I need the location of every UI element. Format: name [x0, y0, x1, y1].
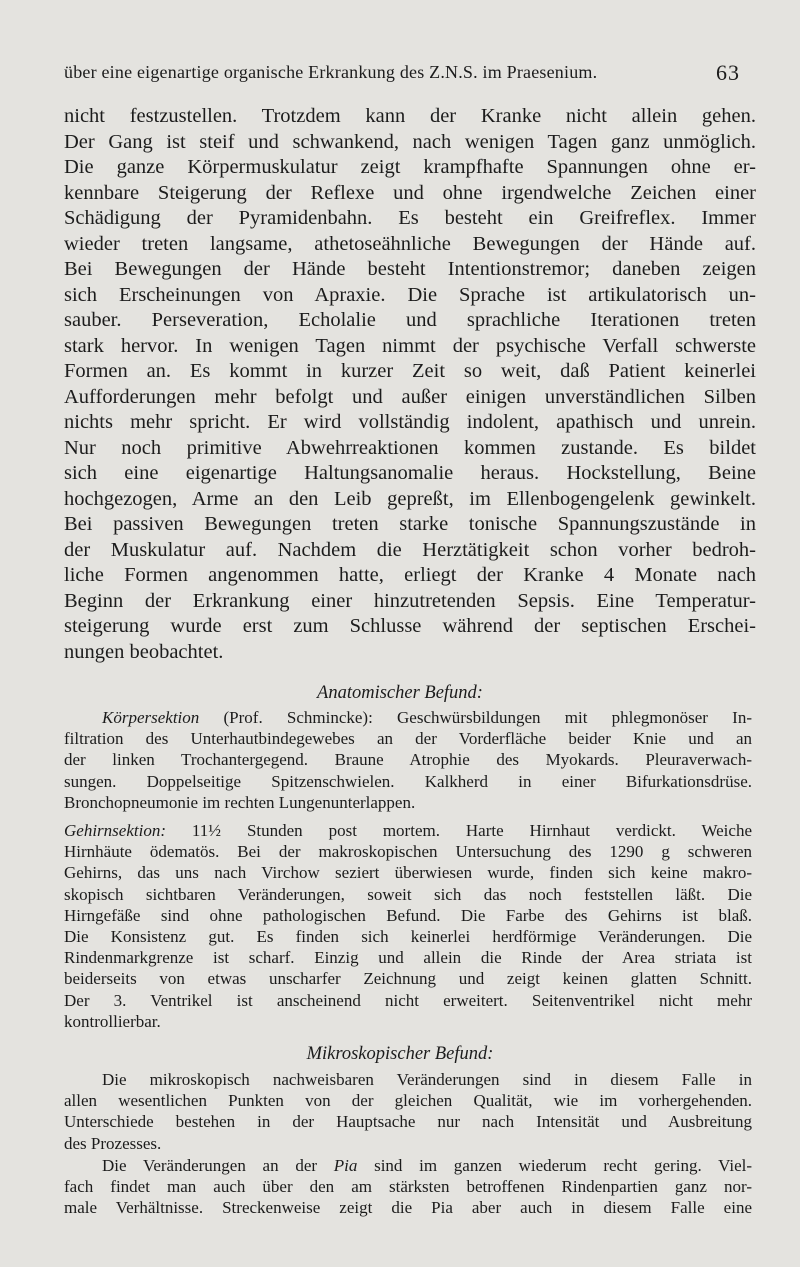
text-line: filtration des Unterhautbindegewebes an der Vorderfläche beider Knie und an: [64, 729, 752, 749]
text-line: nicht festzustellen. Trotzdem kann der Kranke nicht allein gehen.: [64, 105, 756, 127]
text-line: sich eine eigenartige Haltungsanomalie heraus. Hockstellung, Beine: [64, 462, 756, 484]
text-line: fach findet man auch über den am stärksten betroffenen Rindenpartien ganz nor-: [64, 1177, 752, 1197]
text-line: nungen beobachtet.: [64, 640, 224, 663]
running-title: über eine eigenartige organische Erkrankung des Z.N.S. im Praesenium.: [64, 62, 598, 82]
text-line: steigerung wurde erst zum Schlusse während der septischen Erschei-: [64, 615, 756, 637]
text-line: Gehirns, das uns nach Virchow seziert überwiesen wurde, finden sich keine makro-: [64, 863, 752, 883]
text-line: beiderseits von etwas unscharfer Zeichnung und zeigt keinen glatten Schnitt.: [64, 969, 752, 989]
anatomical-finding-heading: Anatomischer Befund:: [317, 683, 483, 703]
text-line: stark hervor. In wenigen Tagen nimmt der psychische Verfall schwerste: [64, 334, 756, 357]
text-line: der Muskulatur auf. Nachdem die Herztätigkeit schon vorher bedroh-: [64, 538, 756, 561]
main-paragraph: [64, 104, 756, 665]
brain-autopsy-first-line: 11½ Stunden post mortem. Harte Hirnhaut verdickt. Weiche: [191, 821, 752, 840]
text-line: Nur noch primitive Abwehrreaktionen kommen zustande. Es bildet: [64, 436, 756, 459]
text-line: Hirngefäße sind ohne pathologischen Befund. Die Farbe des Gehirns ist blaß.: [64, 905, 752, 925]
body-autopsy-paragraph: [64, 707, 752, 813]
text-line: nichts mehr spricht. Er wird vollständig indolent, apathisch und unrein.: [64, 411, 756, 433]
microscopic-finding-heading: Mikroskopischer Befund:: [306, 1044, 494, 1064]
text-line: [64, 1155, 752, 1176]
text-line: skopisch sichtbaren Veränderungen, soweit sich das noch feststellen läßt. Die: [64, 884, 752, 904]
microscopic-paragraph-2: [64, 1155, 752, 1219]
brain-autopsy-paragraph: [64, 820, 752, 1032]
microscopic-paragraph-1: [64, 1069, 752, 1154]
text-line: kennbare Steigerung der Reflexe und ohne irgendwelche Zeichen einer: [64, 181, 756, 204]
text-line: Die Konsistenz gut. Es finden sich keinerlei herdförmige Veränderungen. Die: [64, 926, 752, 946]
text-line: allen wesentlichen Punkten von der gleichen Qualität, wie im vorhergehenden.: [64, 1091, 752, 1111]
body-autopsy-label: Körpersektion: [102, 708, 200, 727]
text-line: [64, 820, 752, 841]
text-line: Der Gang ist steif und schwankend, nach wenigen Tagen ganz unmöglich.: [64, 130, 756, 153]
brain-autopsy-label: Gehirnsektion:: [64, 821, 166, 840]
text-line: Unterschiede bestehen in der Hauptsache nur nach Intensität und Ausbreitung: [64, 1112, 752, 1132]
page-number: 63: [716, 60, 740, 85]
text-line: Beginn der Erkrankung einer hinzutretenden Sepsis. Eine Temperatur-: [64, 589, 756, 612]
text-line: der linken Trochantergegend. Braune Atrophie des Myokards. Pleuraverwach-: [64, 750, 752, 770]
text-line: Aufforderungen mehr befolgt und außer einigen unverständlichen Silben: [64, 385, 756, 408]
text-line: Bei Bewegungen der Hände besteht Intentionstremor; daneben zeigen: [64, 258, 756, 280]
text-line: sungen. Doppelseitige Spitzenschwielen. Kalkherd in einer Bifurkationsdrüse.: [64, 771, 752, 791]
text-line: des Prozesses.: [64, 1133, 162, 1153]
text-line: Hirnhäute ödematös. Bei der makroskopischen Untersuchung des 1290 g schweren: [64, 842, 752, 862]
text-line: Schädigung der Pyramidenbahn. Es besteht ein Greifreflex. Immer: [64, 207, 756, 229]
text-line: wieder treten langsame, athetoseähnliche Bewegungen der Hände auf.: [64, 232, 756, 255]
text-line: Rindenmarkgrenze ist scharf. Einzig und allein die Rinde der Area striata ist: [64, 948, 752, 968]
text-line: Die ganze Körpermuskulatur zeigt krampfhafte Spannungen ohne er-: [64, 156, 756, 178]
text-line: male Verhältnisse. Streckenweise zeigt die Pia aber auch in diesem Falle eine: [64, 1198, 752, 1218]
text-line: Bronchopneumonie im rechten Lungenunterlappen.: [64, 792, 416, 812]
text-line: Bei passiven Bewegungen treten starke tonische Spannungszustände in: [64, 513, 756, 535]
text-line: sauber. Perseveration, Echolalie und sprachliche Iterationen treten: [64, 309, 756, 331]
text-line: kontrollierbar.: [64, 1011, 161, 1031]
page-header: [64, 60, 764, 86]
text-line: Die mikroskopisch nachweisbaren Veränderungen sind in diesem Falle in: [102, 1070, 752, 1089]
text-line: liche Formen angenommen hatte, erliegt der Kranke 4 Monate nach: [64, 564, 756, 586]
body-autopsy-first-line: (Prof. Schmincke): Geschwürsbildungen mit phlegmonöser In-: [223, 708, 752, 727]
text-line: sich Erscheinungen von Apraxie. Die Sprache ist artikulatorisch un-: [64, 283, 756, 306]
text-line: [64, 707, 752, 728]
pia-term: Pia: [333, 1156, 358, 1175]
pia-sentence-end: sind im ganzen wiederum recht gering. Viel-: [374, 1156, 753, 1175]
text-line: Formen an. Es kommt in kurzer Zeit so weit, daß Patient keinerlei: [64, 360, 756, 382]
text-line: hochgezogen, Arme an den Leib gepreßt, im Ellenbogengelenk gewinkelt.: [64, 487, 756, 510]
text-line: Der 3. Ventrikel ist anscheinend nicht erweitert. Seitenventrikel nicht mehr: [64, 990, 752, 1010]
pia-sentence-start: Die Veränderungen an der: [102, 1156, 318, 1175]
